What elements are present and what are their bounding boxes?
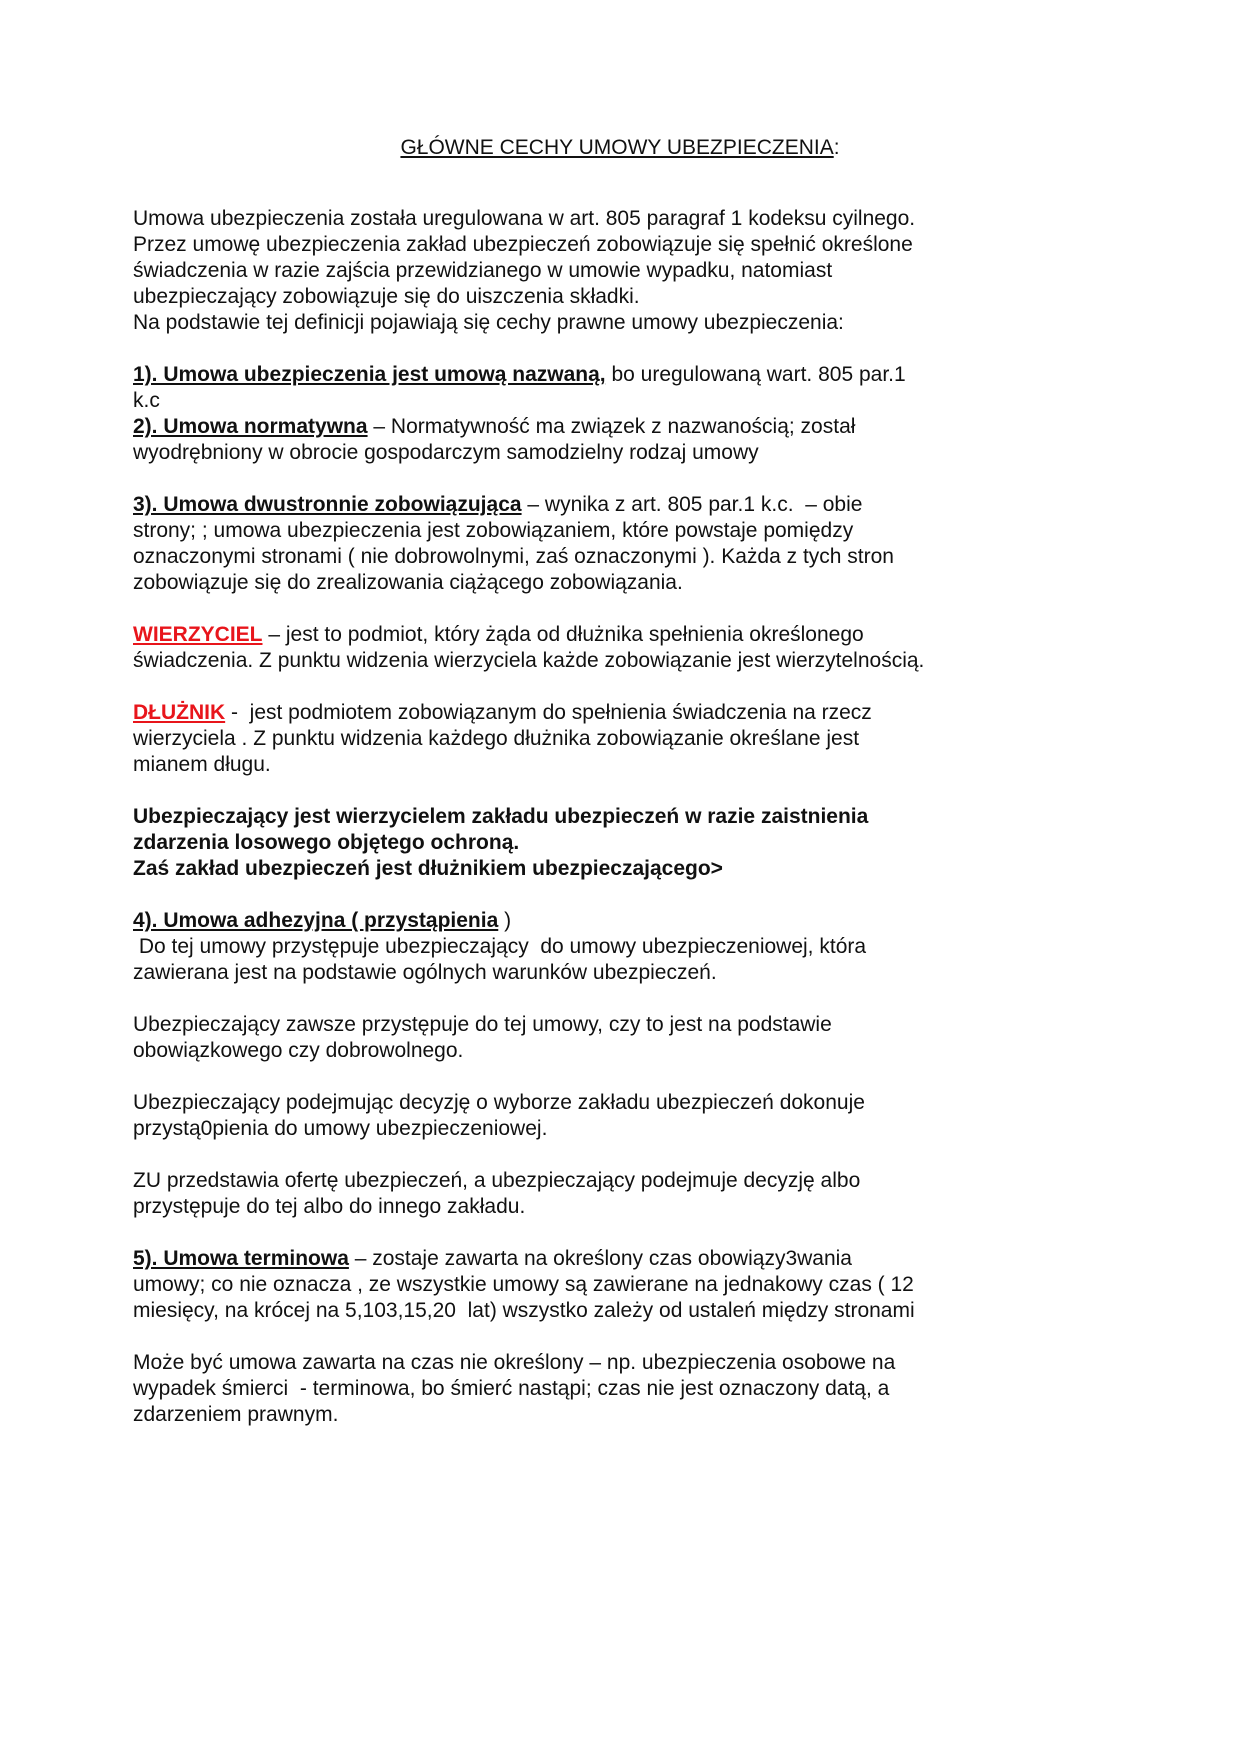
creditor-text: świadczenia. Z punktu widzenia wierzyciela każde zobowiązanie jest wierzytelnością. bbox=[133, 649, 925, 672]
intro-line: świadczenia w razie zajścia przewidzianego w umowie wypadku, natomiast bbox=[133, 259, 833, 282]
item-5-line: Może być umowa zawarta na czas nie określony – np. ubezpieczenia osobowe na bbox=[133, 1351, 896, 1374]
document-body bbox=[133, 206, 1093, 1428]
debtor-text: mianem długu. bbox=[133, 753, 271, 776]
item-2-heading: 2). Umowa normatywna bbox=[133, 415, 368, 438]
item-3 bbox=[133, 492, 1093, 596]
item-4-line: obowiązkowego czy dobrowolnego. bbox=[133, 1039, 464, 1062]
intro-line: Przez umowę ubezpieczenia zakład ubezpieczeń zobowiązuje się spełnić określone bbox=[133, 233, 913, 256]
item-1-heading: 1). Umowa ubezpieczenia jest umową nazwaną, bbox=[133, 363, 606, 386]
item-1 bbox=[133, 362, 1093, 414]
item-5-text: – zostaje zawarta na określony czas obowiązy3wania bbox=[348, 1247, 852, 1270]
item-5-line: umowy; co nie oznacza , ze wszystkie umowy są zawierane na jednakowy czas ( 12 bbox=[133, 1273, 914, 1296]
debtor-text: wierzyciela . Z punktu widzenia każdego dłużnika zobowiązanie określane jest bbox=[133, 727, 860, 750]
creditor-text: – jest to podmiot, który żąda od dłużnika spełnienia określonego bbox=[262, 623, 864, 646]
creditor-definition bbox=[133, 622, 1093, 674]
item-5-heading: 5). Umowa terminowa bbox=[133, 1247, 349, 1270]
intro-paragraph bbox=[133, 206, 1093, 336]
item-3-heading: 3). Umowa dwustronnie zobowiązująca bbox=[133, 493, 522, 516]
item-4 bbox=[133, 908, 1093, 1220]
item-1-text: k.c bbox=[133, 389, 160, 412]
item-4-line: przystą0pienia do umowy ubezpieczeniowej. bbox=[133, 1117, 548, 1140]
item-2-text: – Normatywność ma związek z nazwanością; został bbox=[367, 415, 856, 438]
item-4-line: Ubezpieczający zawsze przystępuje do tej umowy, czy to jest na podstawie bbox=[133, 1013, 832, 1036]
item-4-heading-suffix: ) bbox=[498, 909, 512, 932]
bold-note-line: Ubezpieczający jest wierzycielem zakładu ubezpieczeń w razie zaistnienia bbox=[133, 805, 869, 828]
debtor-term: DŁUŻNIK bbox=[133, 701, 226, 724]
item-5-line: wypadek śmierci - terminowa, bo śmierć nastąpi; czas nie jest oznaczony datą, a bbox=[133, 1377, 890, 1400]
debtor-text: - jest podmiotem zobowiązanym do spełnienia świadczenia na rzecz bbox=[225, 701, 872, 724]
item-4-line: przystępuje do tej albo do innego zakładu. bbox=[133, 1195, 526, 1218]
item-2 bbox=[133, 414, 1093, 466]
item-4-line: ZU przedstawia ofertę ubezpieczeń, a ubezpieczający podejmuje decyzję albo bbox=[133, 1169, 861, 1192]
title-text: GŁÓWNE CECHY UMOWY UBEZPIECZENIA bbox=[400, 136, 834, 159]
item-1-text: bo uregulowaną wart. 805 par.1 bbox=[605, 363, 906, 386]
item-4-line: Ubezpieczający podejmując decyzję o wyborze zakładu ubezpieczeń dokonuje bbox=[133, 1091, 865, 1114]
item-2-text: wyodrębniony w obrocie gospodarczym samodzielny rodzaj umowy bbox=[133, 441, 759, 464]
creditor-term: WIERZYCIEL bbox=[133, 623, 263, 646]
item-5-line: zdarzeniem prawnym. bbox=[133, 1403, 339, 1426]
page-title bbox=[0, 135, 1240, 161]
item-5 bbox=[133, 1246, 1093, 1428]
item-3-text: – wynika z art. 805 par.1 k.c. – obie bbox=[521, 493, 863, 516]
item-3-line: strony; ; umowa ubezpieczenia jest zobowiązaniem, które powstaje pomiędzy bbox=[133, 519, 854, 542]
item-4-line: Do tej umowy przystępuje ubezpieczający do umowy ubezpieczeniowej, która bbox=[133, 935, 867, 958]
bold-note-line: Zaś zakład ubezpieczeń jest dłużnikiem ubezpieczającego> bbox=[133, 857, 723, 880]
item-4-line: zawierana jest na podstawie ogólnych warunków ubezpieczeń. bbox=[133, 961, 717, 984]
item-3-line: oznaczonymi stronami ( nie dobrowolnymi, zaś oznaczonymi ). Każda z tych stron bbox=[133, 545, 894, 568]
intro-line: ubezpieczający zobowiązuje się do uiszczenia składki. bbox=[133, 285, 640, 308]
debtor-definition bbox=[133, 700, 1093, 778]
title-suffix: : bbox=[833, 136, 840, 159]
intro-line: Umowa ubezpieczenia została uregulowana w art. 805 paragraf 1 kodeksu cyilnego. bbox=[133, 207, 916, 230]
item-5-line: miesięcy, na krócej na 5,103,15,20 lat) wszystko zależy od ustaleń między stronami bbox=[133, 1299, 915, 1322]
bold-note bbox=[133, 804, 1093, 882]
item-3-line: zobowiązuje się do zrealizowania ciążącego zobowiązania. bbox=[133, 571, 683, 594]
intro-line: Na podstawie tej definicji pojawiają się cechy prawne umowy ubezpieczenia: bbox=[133, 311, 844, 334]
bold-note-line: zdarzenia losowego objętego ochroną. bbox=[133, 831, 520, 854]
item-4-heading: 4). Umowa adhezyjna ( przystąpienia bbox=[133, 909, 499, 932]
